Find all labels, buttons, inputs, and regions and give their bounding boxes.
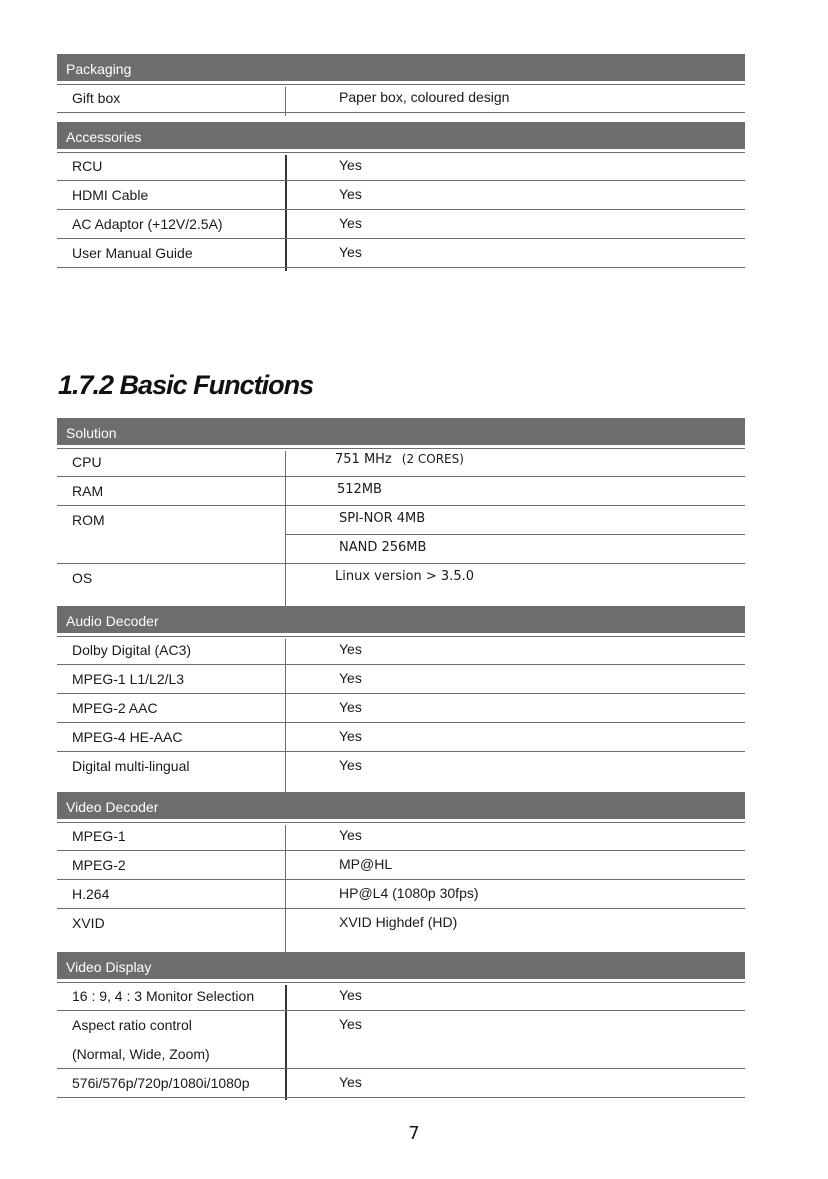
table-row: [57, 239, 745, 268]
page-number: 7: [408, 1123, 420, 1144]
solution-header: Solution: [57, 418, 745, 448]
row-label: MPEG-2 AAC: [72, 700, 158, 716]
table-row: [57, 210, 745, 239]
section-title: 1.7.2 Basic Functions: [58, 370, 314, 400]
row-value: Yes: [339, 157, 362, 173]
accessories-header: Accessories: [57, 122, 745, 152]
row-value: Paper box, coloured design: [339, 89, 510, 105]
row-value: Yes: [339, 641, 362, 657]
row-value: Yes: [339, 699, 362, 715]
table-row: [57, 1011, 745, 1069]
row-label: MPEG-2: [72, 857, 126, 873]
table-row: [57, 665, 745, 694]
table-row: [57, 564, 745, 603]
row-value: Yes: [339, 186, 362, 202]
table-row: [57, 152, 745, 181]
audio-decoder-table: [57, 606, 745, 789]
row-label: User Manual Guide: [72, 245, 193, 261]
cpu-note: (2 CORES): [401, 452, 464, 466]
table-row: [57, 1069, 745, 1098]
table-row: [57, 506, 745, 535]
row-value: Yes: [339, 215, 362, 231]
packaging-header: Packaging: [57, 54, 745, 84]
row-value: Yes: [339, 670, 362, 686]
row-label: MPEG-1 L1/L2/L3: [72, 671, 185, 687]
table-row: [57, 477, 745, 506]
row-label: H.264: [72, 886, 110, 902]
video-decoder-header: Video Decoder: [57, 792, 745, 822]
row-value: NAND 256MB: [339, 540, 427, 555]
row-label: 576i/576p/720p/1080i/1080p: [72, 1075, 250, 1091]
table-row: [57, 723, 745, 752]
row-value: Yes: [339, 827, 362, 843]
audio-decoder-header: Audio Decoder: [57, 606, 745, 636]
row-value: Yes: [339, 1074, 362, 1090]
table-row: [57, 851, 745, 880]
table-row: [57, 909, 745, 949]
row-value: HP@L4 (1080p 30fps): [339, 885, 479, 901]
table-row: [57, 982, 745, 1011]
table-row: [57, 752, 745, 789]
video-display-header: Video Display: [57, 952, 745, 982]
row-label: 16 : 9, 4 : 3 Monitor Selection: [72, 988, 255, 1004]
row-value: Yes: [339, 757, 362, 773]
row-value: Yes: [339, 987, 362, 1003]
row-value: XVID Highdef (HD): [339, 914, 458, 930]
row-label: MPEG-1: [72, 828, 126, 844]
solution-table: [57, 418, 745, 603]
row-label: AC Adaptor (+12V/2.5A): [72, 216, 223, 232]
table-row: [57, 84, 745, 113]
row-label: OS: [72, 570, 93, 586]
row-value: 512MB: [337, 482, 382, 497]
row-label: ROM: [72, 512, 105, 528]
row-value: Yes: [339, 728, 362, 744]
row-label: CPU: [72, 454, 102, 470]
row-label: HDMI Cable: [72, 187, 149, 203]
row-value: MP@HL: [339, 856, 393, 872]
row-label: Aspect ratio control: [72, 1017, 192, 1033]
row-value: Linux version > 3.5.0: [335, 569, 475, 584]
row-value: Yes: [339, 1016, 362, 1032]
table-row: [57, 181, 745, 210]
row-label-continued: (Normal, Wide, Zoom): [72, 1046, 210, 1062]
video-display-table: [57, 952, 745, 1098]
packaging-table: [57, 54, 745, 113]
row-label: MPEG-4 HE-AAC: [72, 729, 183, 745]
row-value: Yes: [339, 244, 362, 260]
cpu-value: 751 MHz: [335, 452, 392, 467]
accessories-table: [57, 122, 745, 268]
table-row: [57, 535, 745, 564]
video-decoder-table: [57, 792, 745, 949]
row-label: Dolby Digital (AC3): [72, 642, 192, 658]
table-row: [57, 636, 745, 665]
table-row: [57, 448, 745, 477]
row-label: Gift box: [72, 90, 121, 106]
row-value: SPI-NOR 4MB: [339, 511, 426, 526]
row-label: Digital multi-lingual: [72, 758, 190, 774]
table-row: [57, 880, 745, 909]
table-row: [57, 694, 745, 723]
row-label: RCU: [72, 158, 103, 174]
row-label: RAM: [72, 483, 104, 499]
row-value: [335, 452, 464, 467]
table-row: [57, 822, 745, 851]
row-label: XVID: [72, 915, 105, 931]
